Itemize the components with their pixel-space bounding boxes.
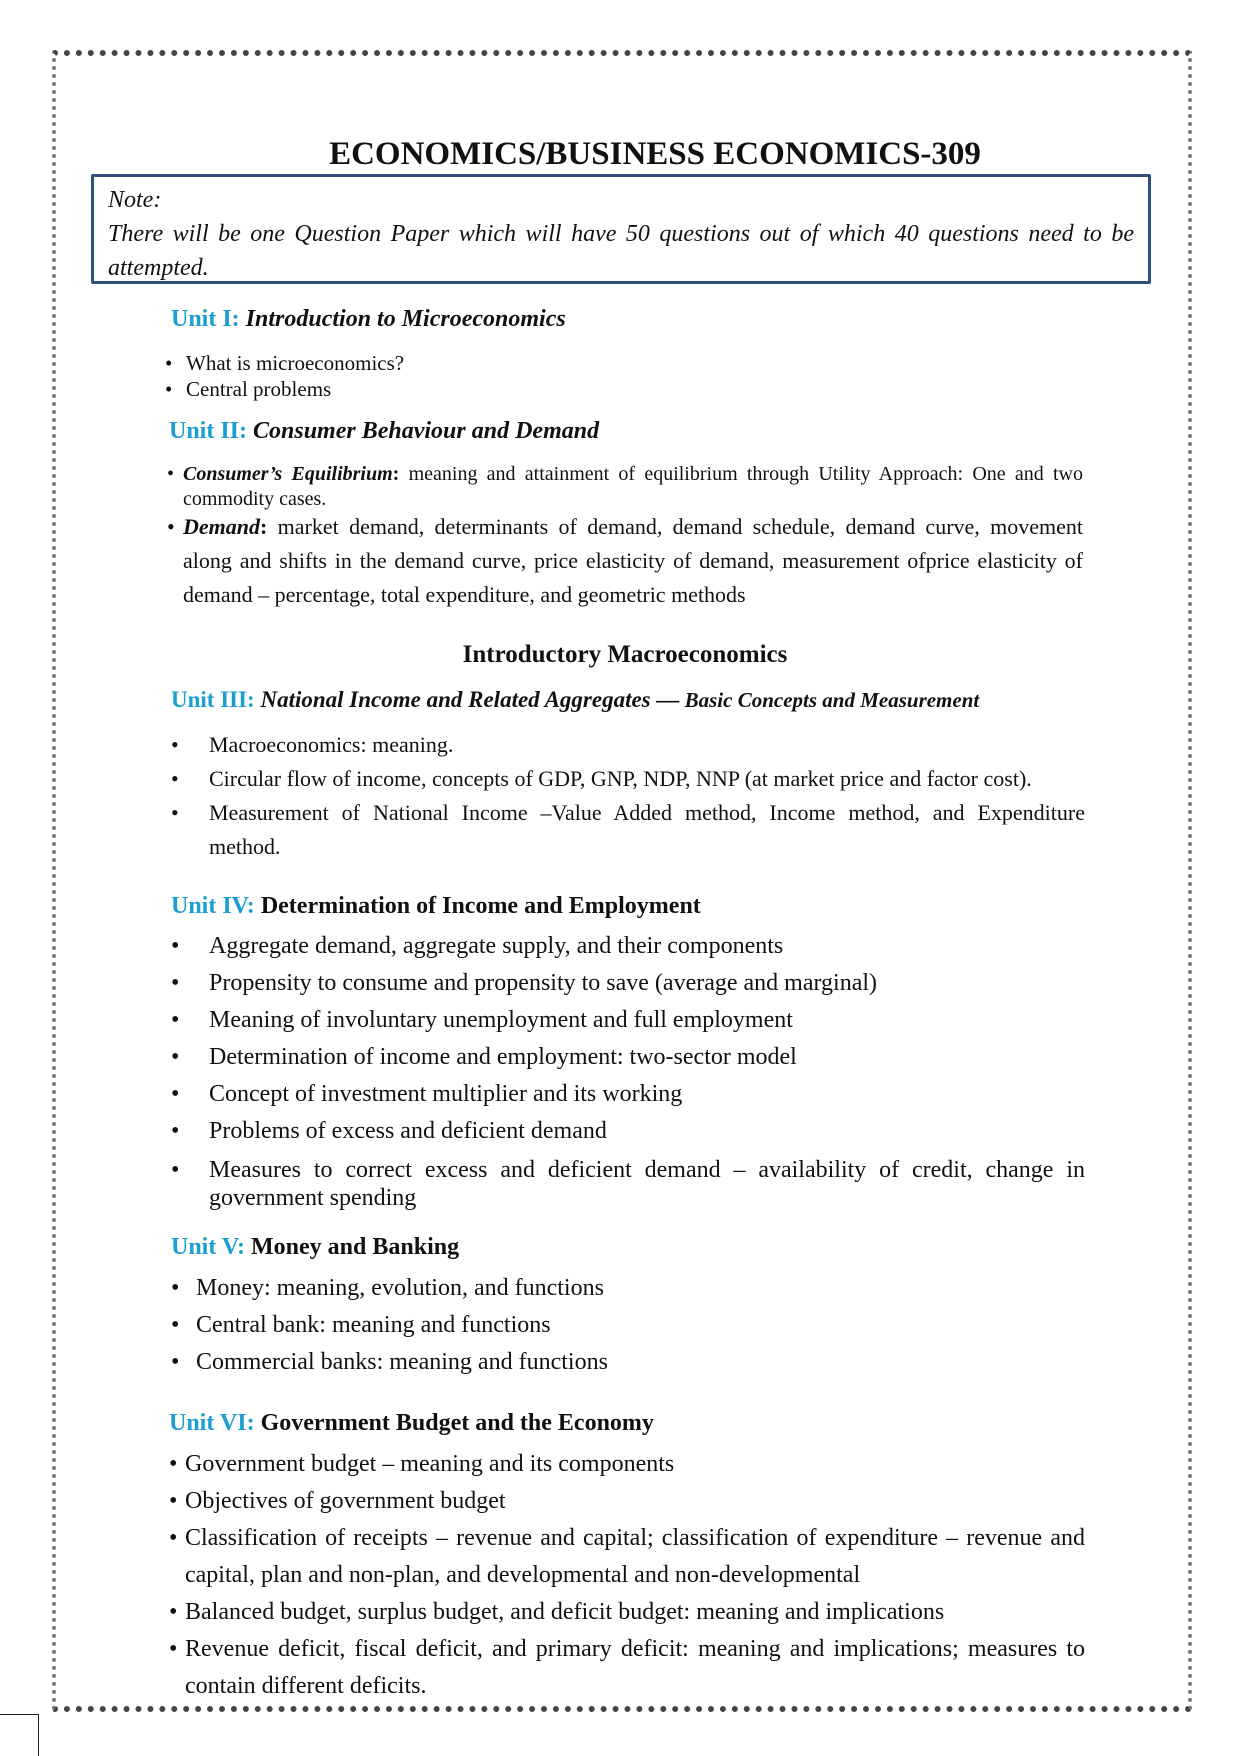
- bullet-icon: •: [169, 1636, 178, 1662]
- list-item: [169, 1631, 1085, 1705]
- unit-3-section: [171, 687, 1091, 713]
- list-item-text: market demand, determinants of demand, demand schedule, demand curve, movement along and shifts in the demand curve, price elasticity of demand, measurement ofprice elasticity of demand – percentage, total expenditure, and geometric methods: [183, 514, 1083, 607]
- list-item-text: What is microeconomics?: [186, 351, 405, 375]
- unit-1-title: Introduction to Microeconomics: [245, 306, 566, 332]
- bullet-icon: •: [171, 800, 179, 825]
- list-item-text: Central problems: [186, 377, 332, 401]
- list-item-text: Measurement of National Income –Value Added method, Income method, and Expenditure method.: [209, 800, 1085, 859]
- unit-2-heading: [169, 418, 1089, 445]
- unit-3-list: [171, 728, 1085, 864]
- list-item: [171, 1039, 1085, 1076]
- unit-1-section: [171, 306, 1091, 333]
- list-item: [169, 1483, 1085, 1520]
- list-item: [171, 1344, 1085, 1381]
- note-label: Note:: [108, 187, 162, 213]
- list-item-text: Aggregate demand, aggregate supply, and their components: [209, 933, 784, 959]
- unit-4-title: Determination of Income and Employment: [260, 893, 701, 919]
- bullet-icon: •: [169, 1451, 178, 1477]
- macro-heading: Introductory Macroeconomics: [462, 641, 788, 668]
- unit-6-heading: [169, 1410, 1089, 1437]
- list-item: [171, 1113, 1085, 1150]
- note-text: There will be one Question Paper which will have 50 questions out of which 40 questions need to be attempted.: [108, 221, 1134, 281]
- list-item-text: Measures to correct excess and deficient demand – availability of credit, change in government spending: [209, 1157, 1085, 1211]
- list-item-text: Money: meaning, evolution, and functions: [196, 1275, 604, 1301]
- list-item: [171, 762, 1085, 796]
- list-item: [171, 1002, 1085, 1039]
- unit-3-heading: [171, 687, 1091, 713]
- unit-6-list: [169, 1446, 1085, 1705]
- unit-6-section: [169, 1410, 1089, 1437]
- list-item-text: meaning and attainment of equilibrium through Utility Approach: One and two commodity cases.: [183, 463, 1083, 510]
- list-item: [171, 965, 1085, 1002]
- unit-2-number: Unit II:: [169, 418, 248, 444]
- term-demand: Demand: [183, 514, 260, 539]
- bullet-icon: •: [171, 1044, 180, 1070]
- bullet-icon: •: [171, 1275, 180, 1301]
- bullet-icon: •: [171, 1312, 180, 1338]
- unit-5-title: Money and Banking: [251, 1234, 460, 1260]
- list-item: [165, 350, 1085, 376]
- bullet-icon: •: [167, 463, 175, 485]
- bullet-icon: •: [171, 933, 180, 959]
- list-item: [171, 728, 1085, 762]
- unit-4-heading: [171, 893, 1091, 920]
- bullet-icon: •: [169, 1525, 178, 1551]
- unit-6-number: Unit VI:: [169, 1410, 255, 1436]
- list-item: [171, 796, 1085, 864]
- list-item: [171, 928, 1085, 965]
- list-item-text: Propensity to consume and propensity to save (average and marginal): [209, 970, 878, 996]
- list-item-text: Commercial banks: meaning and functions: [196, 1349, 608, 1375]
- list-item: [165, 376, 1085, 402]
- list-item-text: Circular flow of income, concepts of GDP, GNP, NDP, NNP (at market price and factor cost).: [209, 766, 1032, 791]
- bullet-icon: •: [171, 1081, 180, 1107]
- unit-6-title: Government Budget and the Economy: [260, 1410, 654, 1436]
- unit-5-heading: [171, 1234, 1091, 1261]
- list-item: [167, 510, 1083, 612]
- term-colon: :: [392, 463, 400, 485]
- list-item: [171, 1270, 1085, 1307]
- list-item-text: Determination of income and employment: two-sector model: [209, 1044, 797, 1070]
- bullet-icon: •: [165, 351, 173, 375]
- unit-1-number: Unit I:: [171, 306, 240, 332]
- document-title: ECONOMICS/BUSINESS ECONOMICS-309: [329, 136, 981, 172]
- list-item: [167, 462, 1083, 512]
- bullet-icon: •: [169, 1599, 178, 1625]
- bullet-icon: •: [171, 1157, 180, 1183]
- unit-5-number: Unit V:: [171, 1234, 246, 1260]
- unit-3-subtitle: Basic Concepts and Measurement: [679, 688, 980, 712]
- unit-5-list: [171, 1270, 1085, 1381]
- bullet-icon: •: [169, 1488, 178, 1514]
- unit-3-title: National Income and Related Aggregates —: [260, 687, 680, 712]
- unit-4-section: [171, 893, 1091, 920]
- list-item: [171, 1076, 1085, 1113]
- bullet-icon: •: [171, 766, 179, 791]
- bullet-icon: •: [171, 1118, 180, 1144]
- list-item-text: Balanced budget, surplus budget, and deficit budget: meaning and implications: [185, 1599, 945, 1625]
- term-colon: :: [260, 514, 268, 539]
- unit-4-list: [171, 928, 1085, 1212]
- list-item-text: Meaning of involuntary unemployment and full employment: [209, 1007, 793, 1033]
- page-corner-box: [0, 1714, 39, 1756]
- unit-5-section: [171, 1234, 1091, 1261]
- list-item-text: Concept of investment multiplier and its working: [209, 1081, 683, 1107]
- term-consumers-equilibrium: Consumer’s Equilibrium: [183, 463, 393, 485]
- bullet-icon: •: [165, 377, 173, 401]
- bullet-icon: •: [171, 970, 180, 996]
- unit-2-list: [167, 462, 1083, 612]
- list-item: [171, 1307, 1085, 1344]
- note-box: [91, 174, 1151, 284]
- list-item-text: Objectives of government budget: [185, 1488, 506, 1514]
- unit-1-list: [165, 350, 1085, 402]
- list-item-text: Macroeconomics: meaning.: [209, 732, 454, 757]
- unit-2-section: [169, 418, 1089, 445]
- list-item: [169, 1446, 1085, 1483]
- unit-1-heading: [171, 306, 1091, 333]
- list-item-text: Central bank: meaning and functions: [196, 1312, 551, 1338]
- list-item-text: Classification of receipts – revenue and capital; classification of expenditure – revenue and capital, plan and non-plan, and developmental and non-developmental: [185, 1525, 1085, 1588]
- bullet-icon: •: [171, 732, 179, 757]
- bullet-icon: •: [167, 514, 175, 539]
- list-item-text: Revenue deficit, fiscal deficit, and primary deficit: meaning and implications; measures to contain different deficits.: [185, 1636, 1085, 1699]
- list-item-text: Government budget – meaning and its components: [185, 1451, 675, 1477]
- list-item: [169, 1520, 1085, 1594]
- unit-2-title: Consumer Behaviour and Demand: [253, 418, 600, 444]
- unit-4-number: Unit IV:: [171, 893, 255, 919]
- bullet-icon: •: [171, 1007, 180, 1033]
- list-item-text: Problems of excess and deficient demand: [209, 1118, 607, 1144]
- list-item: [169, 1594, 1085, 1631]
- bullet-icon: •: [171, 1349, 180, 1375]
- list-item: [171, 1156, 1085, 1212]
- unit-3-number: Unit III:: [171, 687, 255, 712]
